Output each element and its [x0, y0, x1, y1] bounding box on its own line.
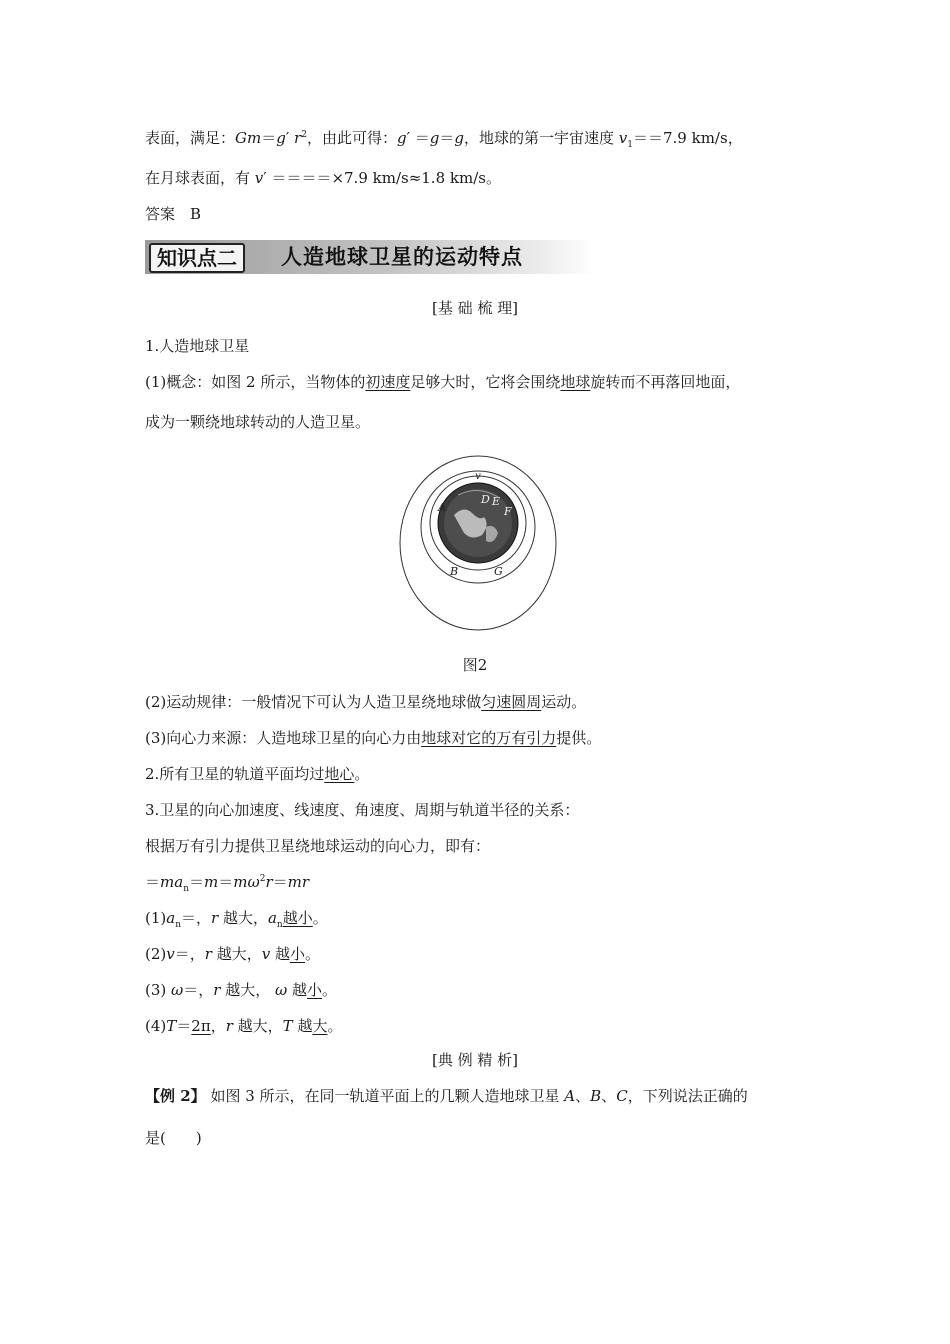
item-1-title: 1.人造地球卫星: [145, 337, 250, 355]
relation-angular-velocity: (3) ω＝，r 越大， ω 越小。: [145, 981, 338, 999]
figure-label-F: F: [504, 505, 512, 518]
item-3: 3.卫星的向心加速度、线速度、角速度、周期与轨道半径的关系：: [145, 801, 580, 819]
figure-2-orbit-diagram: [398, 455, 558, 635]
blank-earth-center: 地心: [324, 765, 355, 783]
figure-label-G: G: [494, 565, 503, 578]
blank-two-pi: 2π: [191, 1017, 211, 1035]
section-banner-label: 知识点二: [149, 243, 245, 273]
figure-2-caption: 图2: [462, 656, 488, 674]
example-2-question: 【例 2】 如图 3 所示，在同一轨道平面上的几颗人造地球卫星 A、B、C，下列说法正确的: [145, 1087, 748, 1105]
section-heading-examples: [典 例 精 析]: [431, 1051, 518, 1069]
blank-earth: 地球: [560, 373, 591, 391]
figure-label-A: A: [438, 501, 446, 514]
relation-period: (4)T＝2π，r 越大，T 越大。: [145, 1017, 343, 1035]
section-heading-basics: [基 础 梳 理]: [431, 299, 518, 317]
item-1-motion-law: (2)运动规律：一般情况下可认为人造卫星绕地球做匀速圆周运动。: [145, 693, 587, 711]
relation-acceleration: $(1)a_n=$，r 越大，$a_n$越小。: [145, 909, 328, 930]
section-banner-title: 人造地球卫星的运动特点: [281, 245, 523, 269]
answer-line: 答案 B: [145, 205, 202, 223]
paragraph-gravity-derivation: 表面，满足：Gm＝g′ $r^2$，由此可得：g′ ＝g＝g，地球的第一宇宙速度 $v_1==7.9$ km/s，: [145, 129, 743, 150]
figure-label-v: v: [475, 471, 481, 482]
item-1-concept-cont: 成为一颗绕地球转动的人造卫星。: [145, 413, 371, 431]
relation-velocity: (2)v＝，r 越大，v 越小。: [145, 945, 320, 963]
blank-initial-velocity: 初速度: [365, 373, 411, 391]
figure-label-E: E: [492, 495, 501, 508]
blank-gravitation: 地球对它的万有引力: [421, 729, 557, 747]
section-banner: [145, 240, 595, 274]
figure-label-B: B: [450, 565, 459, 578]
item-2: 2.所有卫星的轨道平面均过地心。: [145, 765, 370, 783]
figure-label-D: D: [481, 493, 490, 506]
paragraph-moon-velocity: 在月球表面，有 v′ ＝＝＝＝×7.9 km/s≈1.8 km/s。: [145, 169, 501, 187]
example-2-label: 【例 2】: [145, 1087, 206, 1105]
blank-smaller-a: 越小: [282, 909, 313, 927]
blank-smaller-v: 小: [289, 945, 305, 963]
item-1-concept: (1)概念：如图 2 所示，当物体的初速度足够大时，它将会围绕地球旋转而不再落回地面，: [145, 373, 741, 391]
item-3-basis: 根据万有引力提供卫星绕地球运动的向心力，即有：: [145, 837, 491, 855]
example-2-question-cont: 是( ): [145, 1129, 202, 1147]
blank-uniform-circular: 匀速圆周: [481, 693, 542, 711]
centripetal-formula: $=ma_n=m=m\omega^2r=mr$: [145, 873, 310, 894]
blank-larger-T: 大: [312, 1017, 328, 1035]
blank-smaller-w: 小: [307, 981, 323, 999]
item-1-force-source: (3)向心力来源：人造地球卫星的向心力由地球对它的万有引力提供。: [145, 729, 602, 747]
